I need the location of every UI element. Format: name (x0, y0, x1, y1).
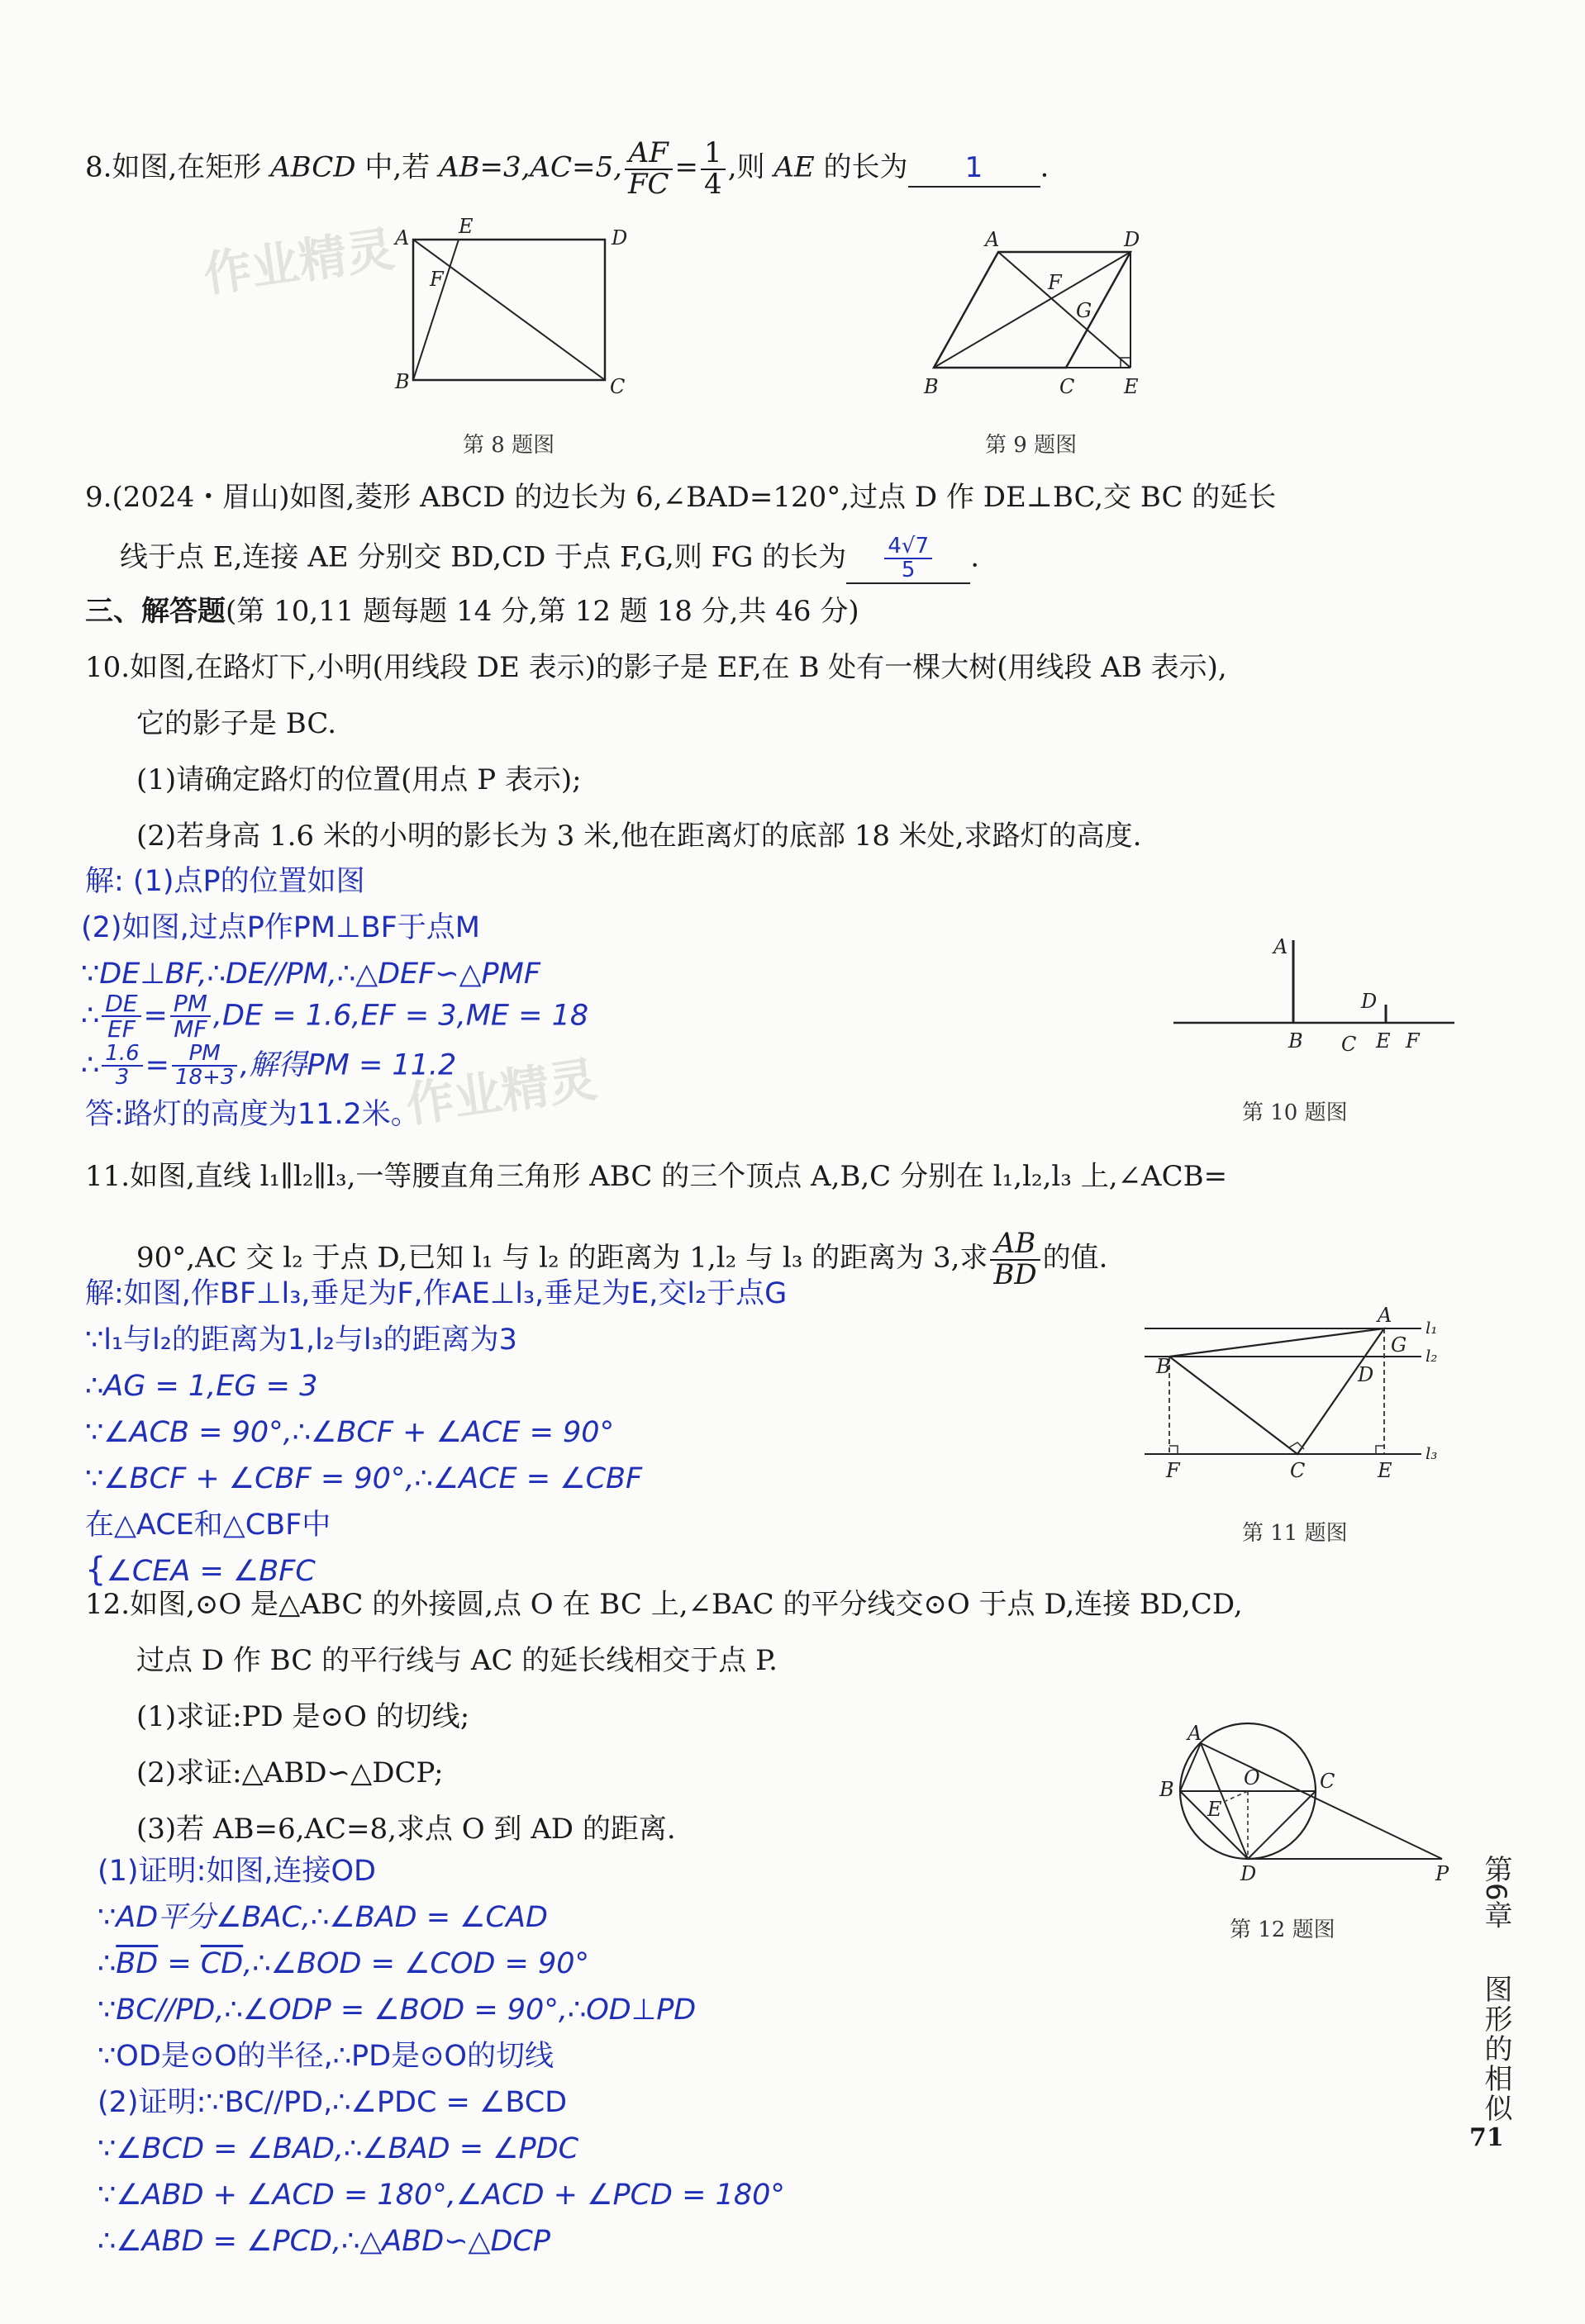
label-a: A (1378, 1305, 1392, 1327)
label-l1: l₁ (1426, 1318, 1438, 1338)
label-c: C (610, 375, 626, 398)
diagonal-bd (934, 252, 1130, 368)
question-12-line-1: 12.如图,⊙O 是△ABC 的外接圆,点 O 在 BC 上,∠BAC 的平分线交⊙O 于点 D,连接 BD,CD, (85, 1588, 1243, 1621)
question-12-part-3: (3)若 AB=6,AC=8,求点 O 到 AD 的距离. (136, 1813, 676, 1846)
question-10-part-2: (2)若身高 1.6 米的小明的影长为 3 米,他在距离灯的底部 18 米处,求路灯的高度. (136, 820, 1142, 853)
watermark: 作业精灵 (402, 1051, 601, 1133)
segment-be (413, 240, 459, 380)
label-d: D (1358, 1363, 1374, 1386)
question-9-line-2: 线于点 E,连接 AE 分别交 BD,CD 于点 F,G,则 FG 的长为 $\frac{4√7}{5}$ . (120, 534, 979, 583)
q12-solution-2: ∵AD平分∠BAC,∴∠BAD = ∠CAD (98, 1901, 548, 1934)
q12-solution-9: ∴∠ABD = ∠PCD,∴△ABD∽△DCP (98, 2225, 550, 2258)
label-b: B (395, 370, 410, 393)
label-e: E (1207, 1798, 1222, 1821)
q11-solution-2: ∵l₁与l₂的距离为1,l₂与l₃的距离为3 (85, 1324, 517, 1357)
label-g: G (1076, 299, 1092, 322)
question-11-line-1: 11.如图,直线 l₁∥l₂∥l₃,一等腰直角三角形 ABC 的三个顶点 A,B,C 分别在 l₁,l₂,l₃ 上,∠ACB= (85, 1160, 1228, 1193)
answer-blank: $\frac{4√7}{5}$ (846, 535, 970, 584)
q10-solution-1: 解: (1)点P的位置如图 (85, 865, 365, 898)
q11-solution-7: {∠CEA = ∠BFC (85, 1551, 316, 1589)
label-c: C (1320, 1770, 1335, 1793)
chapter-title: 图形的相似 (1479, 1975, 1512, 2123)
label-f: F (1048, 271, 1062, 294)
q12-solution-3: $\therefore\overline{BD}$ = $\overline{CD},\therefore\angle BOD$ = ∠COD = 90° (98, 1947, 590, 1980)
label-b: B (924, 375, 939, 398)
q10-solution-5: ∴ $\frac{1.6}{3}$ = $\frac{PM}{18+3}$ ,解得PM = 11.2 (81, 1041, 457, 1091)
label-f: F (1166, 1459, 1180, 1482)
segment-ap (1201, 1743, 1442, 1859)
q10-solution-3: ∵DE⊥BF,∴DE//PM,∴△DEF∽△PMF (81, 958, 540, 991)
label-d: D (1240, 1862, 1257, 1885)
label-e: E (459, 215, 474, 238)
fraction-1-4: $\frac{1}{4}$ (701, 139, 726, 199)
figure-11-caption: 第 11 题图 (1242, 1521, 1348, 1546)
q11-solution-1: 解:如图,作BF⊥l₃,垂足为F,作AE⊥l₃,垂足为E,交l₂于点G (85, 1277, 788, 1310)
label-d: D (1361, 990, 1378, 1013)
q12-solution-1: (1)证明:如图,连接OD (98, 1855, 376, 1888)
label-o: O (1244, 1766, 1260, 1789)
label-p: P (1435, 1862, 1449, 1885)
question-10-part-1: (1)请确定路灯的位置(用点 P 表示); (136, 763, 582, 796)
figure-10-caption: 第 10 题图 (1242, 1100, 1348, 1125)
figure-8-caption: 第 8 题图 (463, 433, 555, 458)
label-a: A (1273, 935, 1288, 958)
question-10-line-2: 它的影子是 BC. (136, 707, 337, 740)
fraction-af-fc: $\frac{AF}{FC}$ (625, 139, 673, 199)
label-b: B (1159, 1778, 1174, 1801)
triangle-abc (1169, 1328, 1384, 1454)
q10-answer: 答:路灯的高度为11.2米。 (85, 1098, 420, 1131)
label-l3: l₃ (1426, 1443, 1438, 1463)
label-c: C (1341, 1033, 1357, 1056)
label-a: A (395, 226, 410, 250)
label-a: A (1188, 1722, 1202, 1745)
label-c: C (1290, 1459, 1306, 1482)
q11-solution-6: 在△ACE和△CBF中 (85, 1509, 331, 1542)
q10-solution-4: ∴ $\frac{DE}{EF}$ = $\frac{PM}{MF}$ ,DE = 1.6,EF = 3,ME = 18 (81, 990, 589, 1043)
figure-9-caption: 第 9 题图 (985, 433, 1078, 458)
arc-cd: $\overline{CD}$ (200, 1947, 244, 1980)
page-number: 71 (1469, 2123, 1504, 2152)
q10-solution-2: (2)如图,过点P作PM⊥BF于点M (81, 911, 480, 944)
section-3-heading: 三、解答题(第 10,11 题每题 14 分,第 12 题 18 分,共 46 分) (85, 595, 859, 628)
question-11-line-2: 90°,AC 交 l₂ 于点 D,已知 l₁ 与 l₂ 的距离为 1,l₂ 与 l₃ 的距离为 3,求 $\frac{AB}{BD}$ 的值. (136, 1227, 1108, 1291)
q12-solution-4: ∵BC//PD,∴∠ODP = ∠BOD = 90°,∴OD⊥PD (98, 1994, 697, 2027)
segment-cd (1248, 1791, 1316, 1859)
question-12-part-2: (2)求证:△ABD∽△DCP; (136, 1756, 444, 1789)
figure-12 (1153, 1694, 1467, 1892)
label-e: E (1378, 1459, 1392, 1482)
q12-solution-5: ∵OD是⊙O的半径,∴PD是⊙O的切线 (98, 2040, 554, 2073)
arc-bd: $\overline{BD}$ (116, 1947, 159, 1980)
q12-solution-7: ∵∠BCD = ∠BAD,∴∠BAD = ∠PDC (98, 2132, 579, 2165)
label-a: A (985, 228, 1000, 251)
question-10-line-1: 10.如图,在路灯下,小明(用线段 DE 表示)的影子是 EF,在 B 处有一棵大树(用线段 AB 表示), (85, 651, 1227, 684)
figure-8 (380, 215, 653, 405)
segment-ae (998, 252, 1130, 368)
watermark: 作业精灵 (200, 221, 398, 303)
q12-solution-6: (2)证明:∵BC//PD,∴∠PDC = ∠BCD (98, 2086, 568, 2119)
label-f: F (430, 268, 444, 291)
question-8: 8.如图,在矩形 ABCD 中,若 AB=3,AC=5, $\frac{AF}{FC}$ = $\frac{1}{4}$ ,则 AE 的长为 1 . (85, 136, 1050, 201)
label-b: B (1156, 1355, 1171, 1378)
segment-oe (1226, 1791, 1248, 1801)
q12-solution-8: ∵∠ABD + ∠ACD = 180°,∠ACD + ∠PCD = 180° (98, 2179, 785, 2212)
figure-9 (909, 223, 1173, 405)
figure-12-caption: 第 12 题图 (1230, 1918, 1335, 1942)
label-d: D (612, 226, 628, 250)
question-12-line-2: 过点 D 作 BC 的平行线与 AC 的延长线相交于点 P. (136, 1644, 778, 1677)
label-e: E (1124, 375, 1139, 398)
segment-ab (1180, 1743, 1201, 1791)
label-e: E (1376, 1029, 1391, 1053)
q11-solution-3: ∴AG = 1,EG = 3 (85, 1370, 318, 1403)
diagonal-ac (413, 240, 605, 380)
label-d: D (1124, 228, 1140, 251)
question-9-line-1: 9.(2024・眉山)如图,菱形 ABCD 的边长为 6,∠BAD=120°,过点 D 作 DE⊥BC,交 BC 的延长 (85, 481, 1277, 514)
answer-blank: 1 (908, 150, 1040, 188)
label-b: B (1288, 1029, 1303, 1053)
q11-solution-5: ∵∠BCF + ∠CBF = 90°,∴∠ACE = ∠CBF (85, 1462, 643, 1495)
question-12-part-1: (1)求证:PD 是⊙O 的切线; (136, 1700, 470, 1733)
label-g: G (1391, 1333, 1407, 1357)
figure-11 (1136, 1305, 1467, 1487)
chapter-number: 第6章 (1479, 1855, 1512, 1929)
label-f: F (1406, 1029, 1420, 1053)
label-l2: l₂ (1426, 1346, 1438, 1366)
q11-solution-4: ∵∠ACB = 90°,∴∠BCF + ∠ACE = 90° (85, 1416, 615, 1449)
figure-10 (1169, 925, 1467, 1057)
label-c: C (1059, 375, 1075, 398)
